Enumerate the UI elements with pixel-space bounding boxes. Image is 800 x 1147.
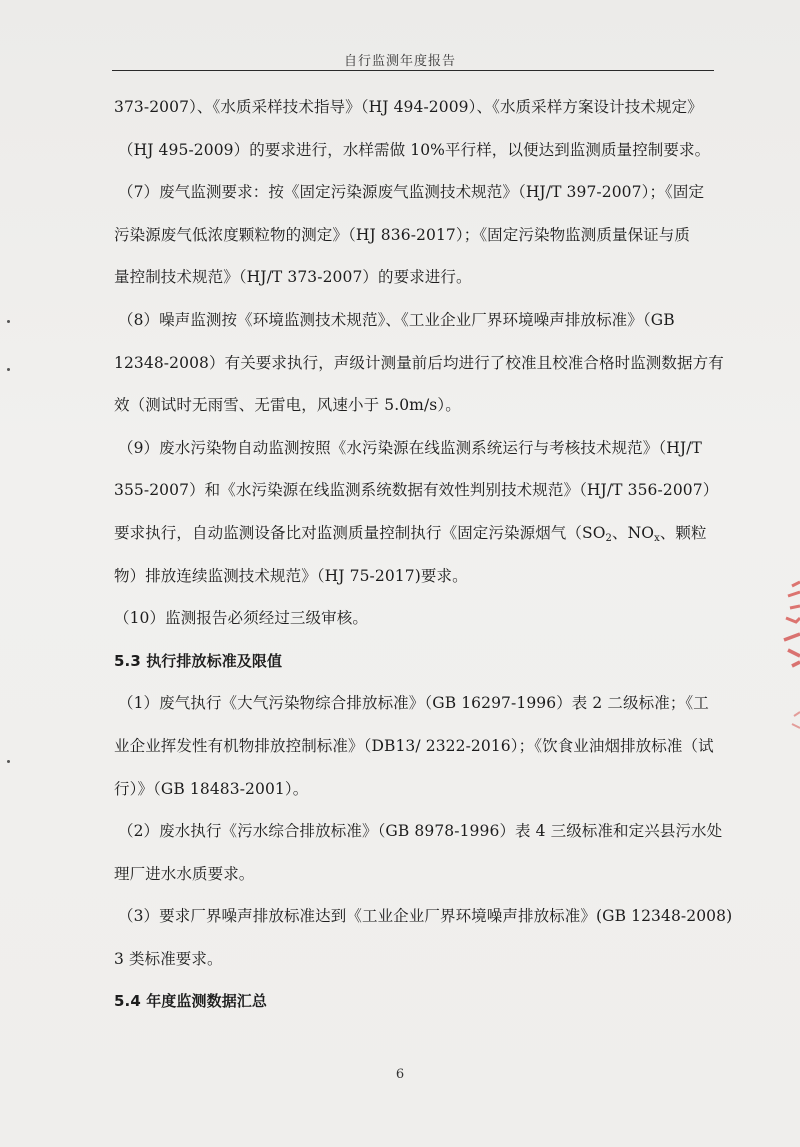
scan-speck <box>7 368 10 371</box>
text-line: 3 类标准要求。 <box>114 949 223 968</box>
text-line: （9）废水污染物自动监测按照《水污染源在线监测系统运行与考核技术规范》（HJ/T <box>118 438 702 457</box>
text-line: （7）废气监测要求：按《固定污染源废气监测技术规范》（HJ/T 397-2007）；《固定 <box>118 183 705 202</box>
text-line: （1）废气执行《大气污染物综合排放标准》（GB 16297-1996）表 2 二级标准；《工 <box>118 694 709 713</box>
text-line: 效（测试时无雨雪、无雷电，风速小于 5.0m/s）。 <box>114 396 461 415</box>
text-line: （10）监测报告必须经过三级审核。 <box>114 609 368 628</box>
text-segment: 要求执行，自动监测设备比对监测质量控制执行《固定污染源烟气（SO <box>114 523 606 542</box>
text-line: （HJ 495-2009）的要求进行，水样需做 10%平行样，以便达到监测质量控制要求。 <box>118 140 711 159</box>
text-segment: 、NO <box>612 523 655 542</box>
subscript: 2 <box>605 532 612 544</box>
text-line: 373-2007）、《水质采样技术指导》（HJ 494-2009）、《水质采样方案设计技术规定》 <box>114 98 703 116</box>
text-line: 量控制技术规范》（HJ/T 373-2007）的要求进行。 <box>114 268 472 287</box>
text-line: 物）排放连续监测技术规范》（HJ 75-2017)要求。 <box>114 566 468 585</box>
page-number: 6 <box>395 1067 405 1082</box>
text-line: 355-2007）和《水污染源在线监测系统数据有效性判别技术规范》（HJ/T 356-2007） <box>114 481 719 500</box>
body-text <box>114 96 733 1033</box>
text-line: 行）》（GB 18483-2001）。 <box>114 779 309 798</box>
subscript: x <box>654 532 660 544</box>
red-stamp-edge <box>770 578 800 743</box>
section-heading: 5.4 年度监测数据汇总 <box>114 992 267 1011</box>
text-line: 12348-2008）有关要求执行，声级计测量前后均进行了校准且校准合格时监测数据方有 <box>114 353 724 372</box>
text-segment: 、颗粒 <box>659 523 707 542</box>
text-line: 污染源废气低浓度颗粒物的测定》（HJ 836-2017）；《固定污染物监测质量保证与质 <box>114 225 690 244</box>
text-line: （2）废水执行《污水综合排放标准》（GB 8978-1996）表 4 三级标准和定兴县污水处 <box>118 822 723 841</box>
text-line: 业企业挥发性有机物排放控制标准》（DB13/ 2322-2016）；《饮食业油烟排放标准（试 <box>114 736 714 755</box>
scan-speck <box>7 320 10 323</box>
text-line: （3）要求厂界噪声排放标准达到《工业企业厂界环境噪声排放标准》(GB 12348-2008) <box>118 907 733 926</box>
text-line <box>114 522 718 544</box>
text-line: （8）噪声监测按《环境监测技术规范》、《工业企业厂界环境噪声排放标准》（GB <box>118 310 675 329</box>
running-header: 自行监测年度报告 <box>343 54 456 69</box>
header-divider <box>112 70 714 71</box>
section-heading: 5.3 执行排放标准及限值 <box>114 651 283 670</box>
text-line: 理厂进水水质要求。 <box>114 864 255 883</box>
scan-speck <box>7 760 10 763</box>
